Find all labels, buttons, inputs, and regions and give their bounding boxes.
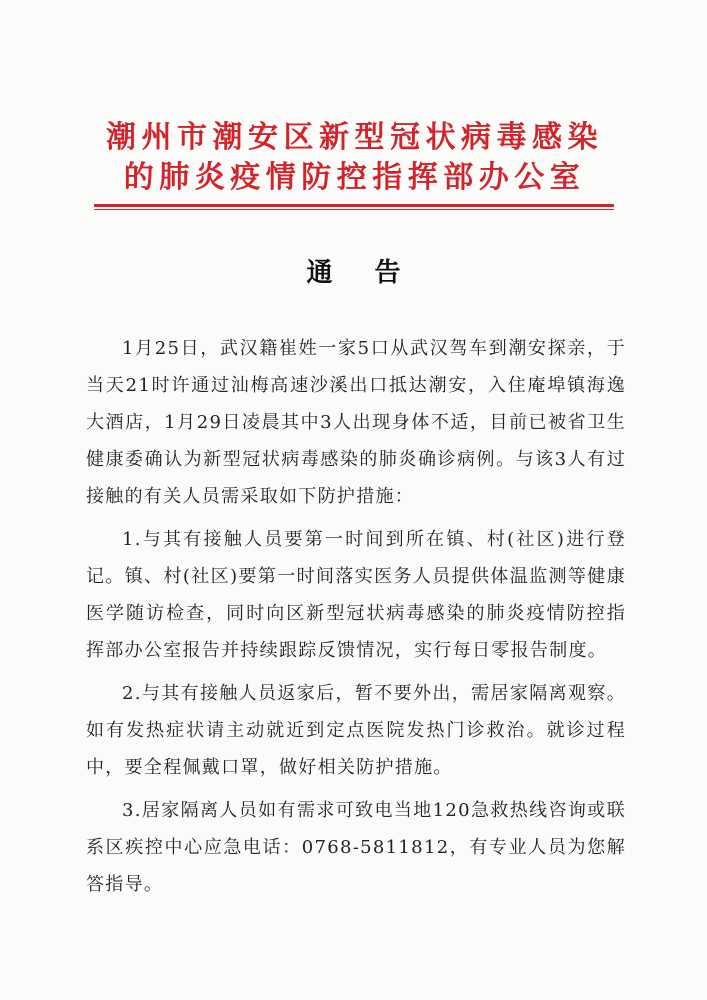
issuing-authority-header [92, 118, 617, 198]
red-header-rule [94, 204, 614, 207]
notice-title: 通告 [306, 258, 443, 288]
red-header-rule-thin [94, 209, 614, 210]
measure-2-paragraph: 2.与其有接触人员返家后，暂不要外出，需居家隔离观察。如有发热症状请主动就近到定点医院发热门诊救治。就诊过程中，要全程佩戴口罩，做好相关防护措施。 [86, 683, 626, 778]
notice-body [86, 330, 626, 909]
measure-3-paragraph: 3.居家隔离人员如有需求可致电当地120急救热线咨询或联系区疾控中心应急电话：0768-5811812，有专业人员为您解答指导。 [86, 800, 626, 895]
measure-1-paragraph: 1.与其有接触人员要第一时间到所在镇、村(社区)进行登记。镇、村(社区)要第一时间落实医务人员提供体温监测等健康医学随访检查，同时向区新型冠状病毒感染的肺炎疫情防控指挥部办公室报告并持续跟踪反馈情况，实行每日零报告制度。 [86, 529, 626, 661]
intro-paragraph: 1月25日，武汉籍崔姓一家5口从武汉驾车到潮安探亲，于当天21时许通过汕梅高速沙溪出口抵达潮安，入住庵埠镇海逸大酒店，1月29日凌晨其中3人出现身体不适，目前已被省卫生健康委确认为新型冠状病毒感染的肺炎确诊病例。与该3人有过接触的有关人员需采取如下防护措施： [86, 338, 626, 507]
authority-name-line-1: 潮州市潮安区新型冠状病毒感染 [106, 120, 603, 155]
authority-name-line-2: 的肺炎疫情防控指挥部办公室 [123, 160, 586, 195]
